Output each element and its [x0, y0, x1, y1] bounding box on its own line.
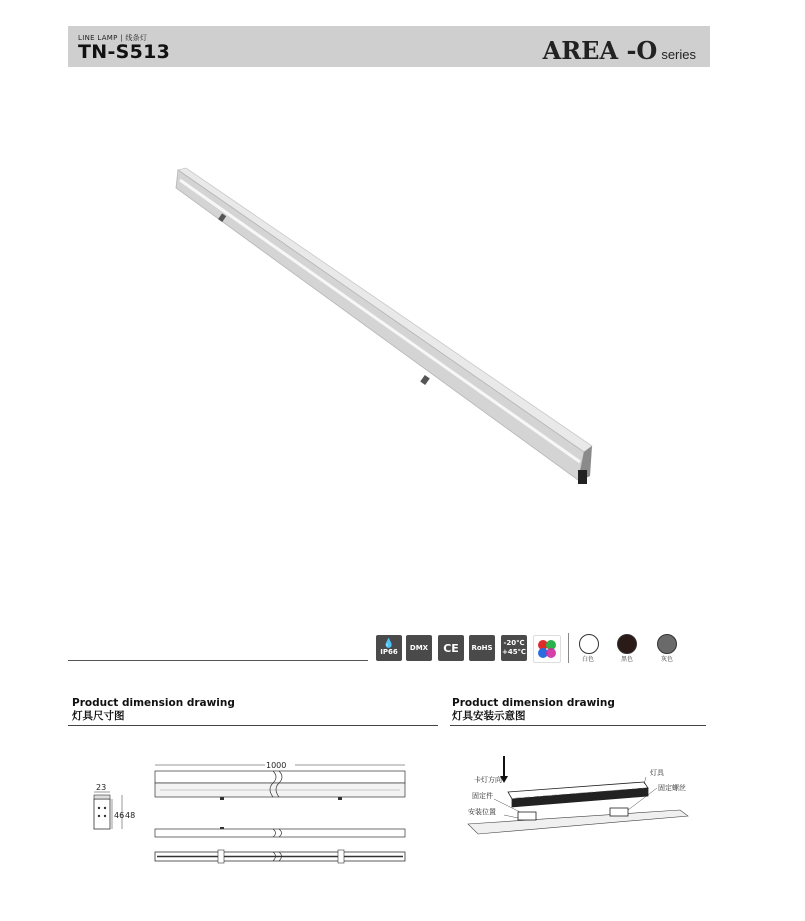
ip-rating: IP66	[380, 648, 398, 656]
length-dimension: 1000	[266, 761, 287, 770]
dimension-title-en: Product dimension drawing	[72, 697, 235, 709]
rohs-icon	[469, 635, 495, 661]
temp-min: -20℃	[503, 639, 525, 647]
screw-label: 固定螺丝	[658, 784, 686, 792]
dmx-label: DMX	[409, 644, 429, 652]
header-band	[68, 26, 710, 67]
rohs-label: RoHS	[471, 644, 493, 652]
color-label-gray: 灰色	[660, 656, 673, 663]
dmx-icon	[406, 635, 432, 661]
series-name: AREA -O	[542, 36, 658, 65]
dimension-title-cn: 灯具尺寸图	[72, 710, 125, 722]
divider	[568, 633, 569, 663]
dimension-drawing	[80, 745, 420, 875]
fixture-left	[518, 812, 536, 820]
fixture-label: 固定件	[472, 792, 493, 800]
side-view	[155, 827, 405, 837]
fixture-right	[610, 808, 628, 816]
product-category: LINE LAMP | 线条灯	[78, 34, 148, 42]
color-swatch-black	[617, 634, 637, 654]
model-number: TN-S513	[78, 41, 171, 63]
color-swatch-white	[579, 634, 599, 654]
color-label-black: 黑色	[620, 656, 633, 663]
mounting-surface	[468, 810, 688, 834]
installation-section-title	[452, 697, 615, 723]
temperature-icon	[501, 635, 527, 661]
dimension-section-rule	[68, 725, 438, 726]
rgb-icon	[533, 635, 561, 663]
dimension-section-title	[72, 697, 235, 723]
lamp-label: 灯具	[650, 769, 664, 777]
cross-section-view	[94, 783, 135, 829]
height-dimension-b: 48	[125, 811, 136, 820]
series-word: series	[661, 47, 696, 62]
temp-max: +45℃	[501, 648, 527, 656]
installation-title-cn: 灯具安装示意图	[452, 710, 526, 722]
bottom-view	[155, 850, 405, 863]
waterproof-icon: 💧 IP66	[376, 635, 402, 661]
series-title	[543, 36, 696, 65]
ce-label: CE	[443, 641, 459, 655]
installation-drawing	[460, 752, 690, 842]
position-label: 安装位置	[468, 808, 496, 816]
installation-section-rule	[450, 725, 706, 726]
ce-icon	[438, 635, 464, 661]
section-rule	[68, 660, 368, 661]
color-swatch-gray	[657, 634, 677, 654]
width-dimension: 23	[96, 783, 107, 792]
installation-title-en: Product dimension drawing	[452, 697, 615, 709]
product-photo	[160, 150, 610, 510]
height-dimension-a: 46	[114, 811, 125, 820]
top-view	[155, 761, 405, 800]
direction-label: 卡灯方向	[474, 776, 502, 784]
color-label-white: 白色	[581, 656, 594, 663]
